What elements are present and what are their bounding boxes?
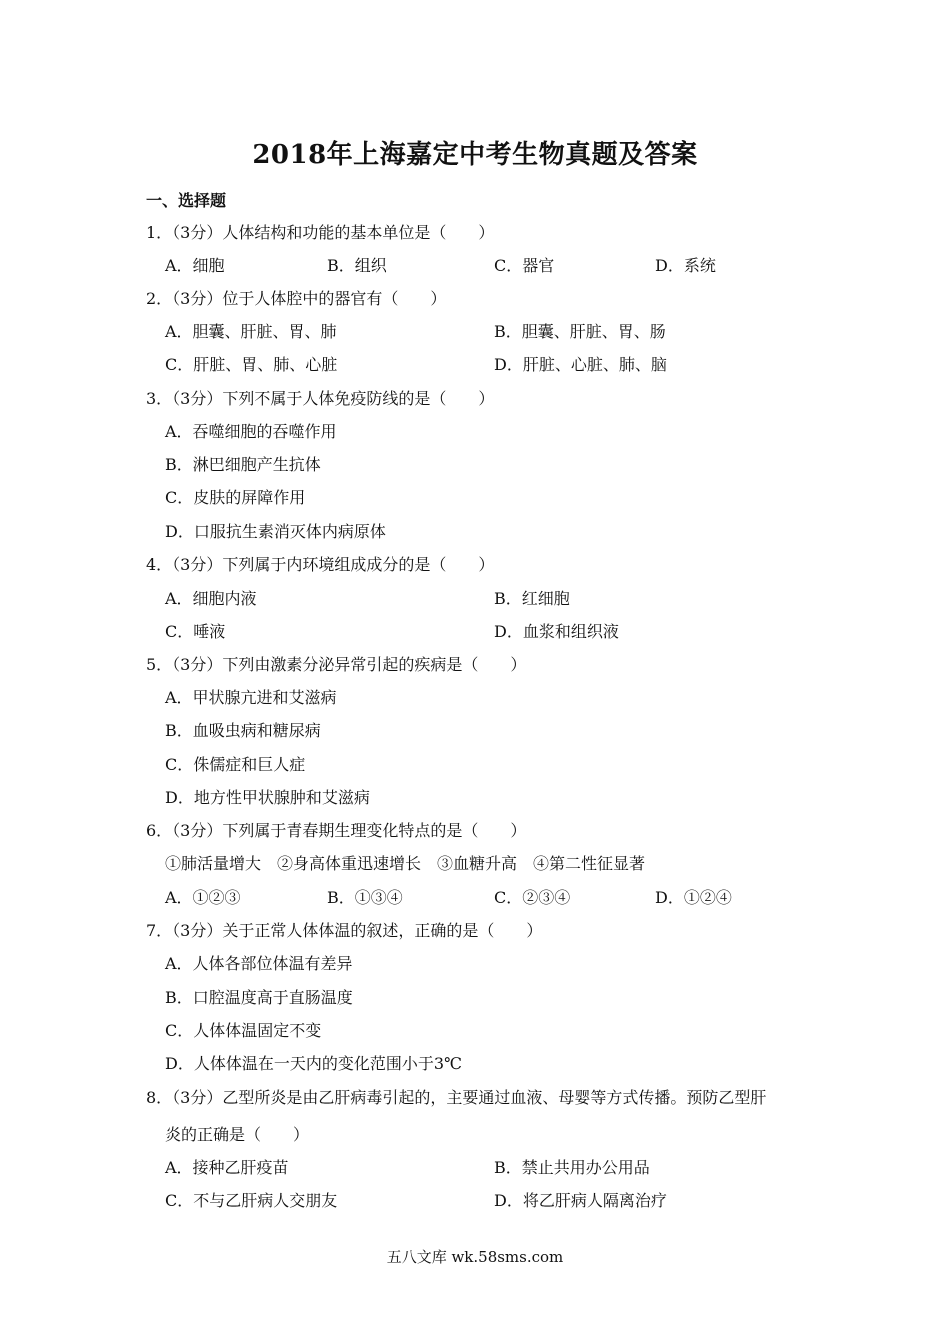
question-stem-continued: 炎的正确是（ ） [165, 1125, 310, 1144]
option-a: A．人体各部位体温有差异 [165, 954, 353, 973]
option-a: A．吞噬细胞的吞噬作用 [165, 422, 337, 441]
question-stem: 3．（3分）下列不属于人体免疫防线的是（ ） [146, 389, 495, 408]
option-d: D．地方性甲状腺肿和艾滋病 [165, 788, 370, 807]
option-d: D．将乙肝病人隔离治疗 [494, 1191, 667, 1210]
option-a: A．胆囊、肝脏、胃、肺 [165, 322, 337, 341]
option-d: D．系统 [655, 256, 716, 275]
option-a: A．接种乙肝疫苗 [165, 1158, 289, 1177]
option-c: C．人体体温固定不变 [165, 1021, 322, 1040]
option-c: C．不与乙肝病人交朋友 [165, 1191, 338, 1210]
option-b: B．胆囊、肝脏、胃、肠 [494, 322, 666, 341]
option-c: C．器官 [494, 256, 555, 275]
question-stem: 5．（3分）下列由激素分泌异常引起的疾病是（ ） [146, 655, 527, 674]
option-b: B．淋巴细胞产生抗体 [165, 455, 321, 474]
option-b: B．血吸虫病和糖尿病 [165, 721, 321, 740]
option-d: D．血浆和组织液 [494, 622, 619, 641]
option-c: C．肝脏、胃、肺、心脏 [165, 355, 338, 374]
question-stem: 4．（3分）下列属于内环境组成成分的是（ ） [146, 555, 495, 574]
option-c: C．唾液 [165, 622, 226, 641]
option-d: D．肝脏、心脏、肺、脑 [494, 355, 667, 374]
question-stem: 2．（3分）位于人体腔中的器官有（ ） [146, 289, 447, 308]
option-a: A．细胞 [165, 256, 225, 275]
question-stem: 1．（3分）人体结构和功能的基本单位是（ ） [146, 223, 495, 242]
question-stem: 6．（3分）下列属于青春期生理变化特点的是（ ） [146, 821, 527, 840]
option-c: C．②③④ [494, 888, 571, 907]
section-heading: 一、选择题 [146, 191, 227, 210]
question-stem: 7．（3分）关于正常人体体温的叙述，正确的是（ ） [146, 921, 543, 940]
option-a: A．甲状腺亢进和艾滋病 [165, 688, 337, 707]
option-c: C．皮肤的屏障作用 [165, 488, 306, 507]
option-b: B．禁止共用办公用品 [494, 1158, 650, 1177]
option-a: A．细胞内液 [165, 589, 257, 608]
option-d: D．①②④ [655, 888, 732, 907]
option-a: A．①②③ [165, 888, 241, 907]
option-b: B．红细胞 [494, 589, 570, 608]
question-statements: ①肺活量增大 ②身高体重迅速增长 ③血糖升高 ④第二性征显著 [165, 854, 646, 873]
option-b: B．①③④ [327, 888, 403, 907]
page-title: 2018年上海嘉定中考生物真题及答案 [252, 140, 698, 170]
option-d: D．人体体温在一天内的变化范围小于3℃ [165, 1054, 462, 1073]
question-stem: 8．（3分）乙型所炎是由乙肝病毒引起的，主要通过血液、母婴等方式传播。预防乙型肝 [146, 1088, 767, 1107]
option-d: D．口服抗生素消灭体内病原体 [165, 522, 386, 541]
option-b: B．组织 [327, 256, 387, 275]
option-b: B．口腔温度高于直肠温度 [165, 988, 353, 1007]
footer-watermark: 五八文库 wk.58sms.com [386, 1248, 564, 1266]
option-c: C．侏儒症和巨人症 [165, 755, 306, 774]
